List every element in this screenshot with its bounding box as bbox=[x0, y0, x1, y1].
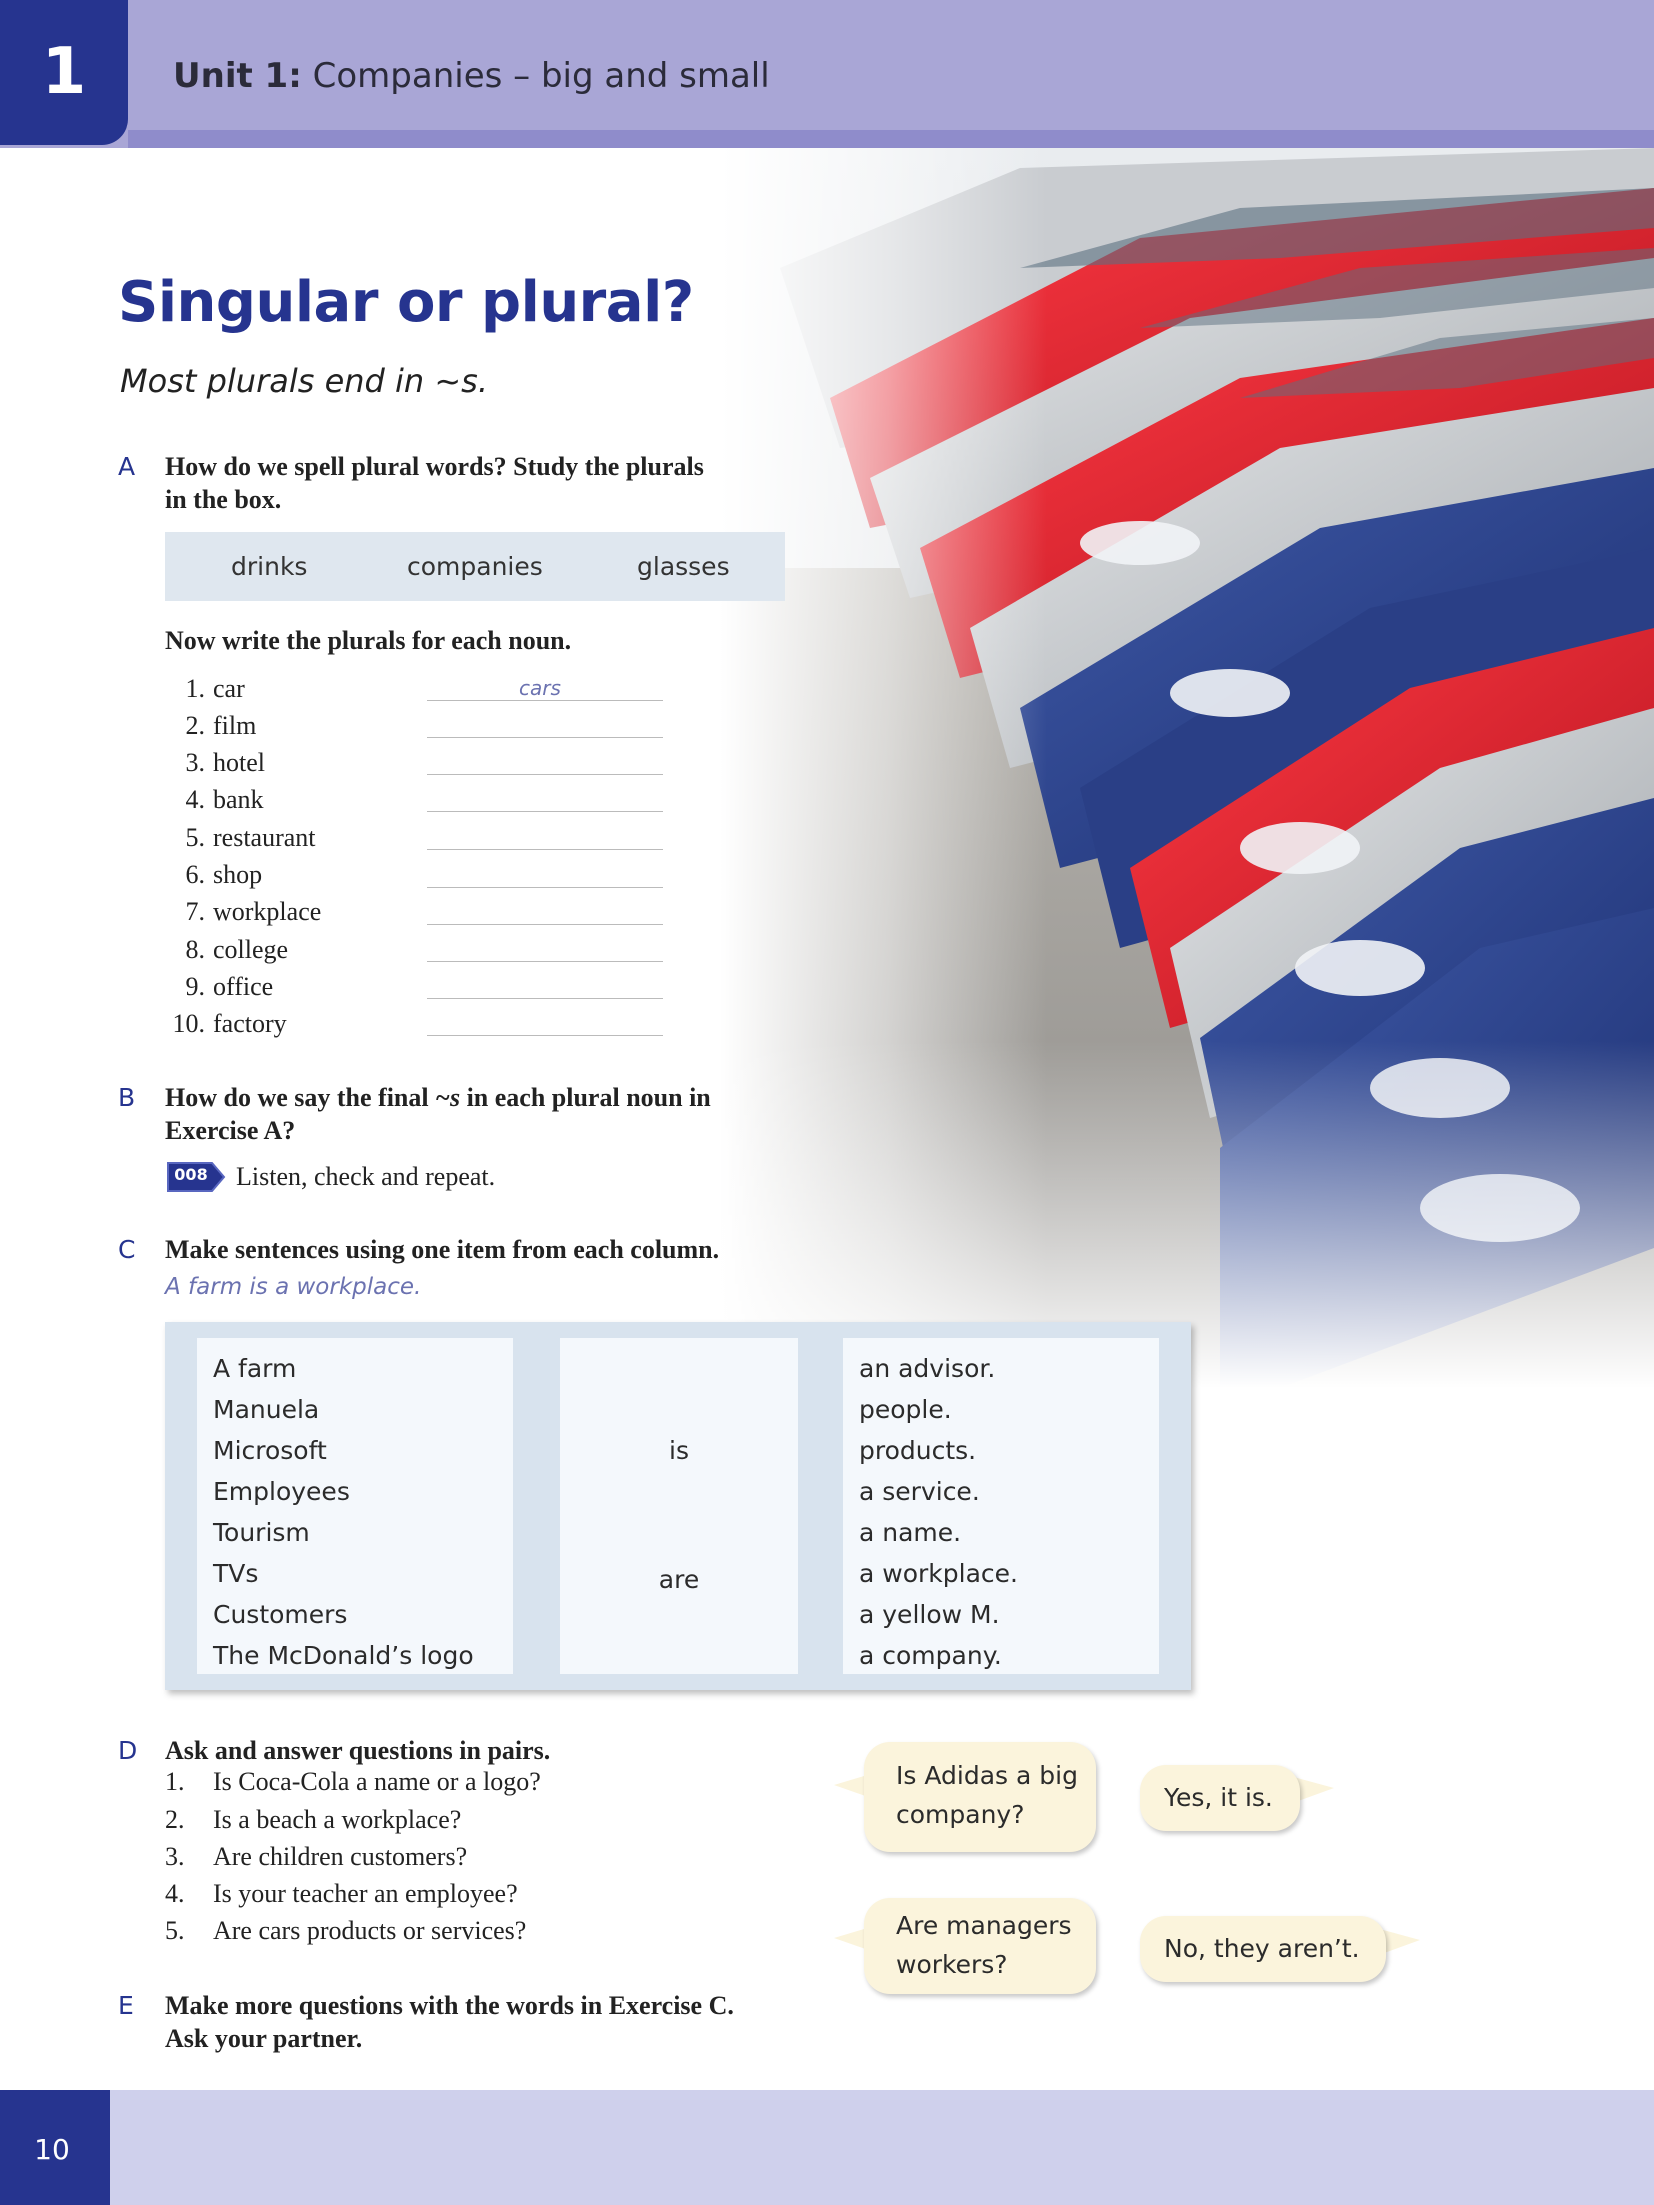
unit-label: Unit 1: bbox=[173, 56, 302, 96]
answer-line[interactable] bbox=[427, 923, 663, 925]
speech-bubble-question-2 bbox=[864, 1898, 1096, 1994]
bubble-text: Yes, it is. bbox=[1164, 1783, 1273, 1812]
unit-number-tab bbox=[0, 0, 128, 145]
exercise-a-instruction-line2: in the box. bbox=[165, 485, 282, 514]
answer-line[interactable] bbox=[427, 773, 663, 775]
noun-word: workplace bbox=[213, 897, 322, 926]
noun-word: car bbox=[213, 674, 245, 703]
exercise-e-instruction-line1: Make more questions with the words in Exercise C. bbox=[165, 1991, 734, 2020]
column-item: products. bbox=[859, 1436, 977, 1465]
unit-title bbox=[173, 56, 770, 96]
column-item: are bbox=[658, 1565, 700, 1594]
question-text: Are children customers? bbox=[213, 1842, 468, 1871]
box-word: companies bbox=[407, 552, 543, 581]
noun-word: office bbox=[213, 972, 274, 1001]
exercise-a-instruction-line1: How do we spell plural words? Study the plurals bbox=[165, 452, 704, 481]
noun-word: factory bbox=[213, 1009, 287, 1038]
answer-line[interactable] bbox=[427, 886, 663, 888]
exercise-b-instruction-line1 bbox=[165, 1081, 711, 1114]
page-subtitle: Most plurals end in ~s. bbox=[120, 362, 489, 400]
question-number: 3. bbox=[165, 1842, 185, 1871]
complement-column bbox=[843, 1338, 1159, 1674]
noun-word: college bbox=[213, 935, 289, 964]
question-number: 2. bbox=[165, 1805, 185, 1834]
answer-line[interactable] bbox=[427, 810, 663, 812]
speech-bubble-answer-1 bbox=[1140, 1765, 1300, 1831]
bubble-text: Are managers bbox=[896, 1911, 1072, 1940]
noun-number: 10. bbox=[172, 1009, 205, 1038]
answer-line[interactable] bbox=[427, 736, 663, 738]
speech-bubble-question-1 bbox=[864, 1742, 1096, 1852]
exercise-a-instruction2: Now write the plurals for each noun. bbox=[165, 626, 572, 655]
column-item: a yellow M. bbox=[859, 1600, 1000, 1629]
column-item: is bbox=[669, 1436, 689, 1465]
question-number: 1. bbox=[165, 1767, 185, 1796]
exercise-e-instruction-line2: Ask your partner. bbox=[165, 2024, 363, 2053]
example-answer: cars bbox=[519, 676, 561, 700]
unit-title-text: Companies – big and small bbox=[312, 56, 770, 96]
bubble-text: Is Adidas a big bbox=[896, 1761, 1078, 1790]
question-text: Is a beach a workplace? bbox=[213, 1805, 462, 1834]
box-word: drinks bbox=[231, 552, 308, 581]
bubble-text: workers? bbox=[896, 1950, 1008, 1979]
subject-column bbox=[197, 1338, 513, 1674]
answer-line[interactable] bbox=[427, 1034, 663, 1036]
audio-track-number: 008 bbox=[174, 1165, 208, 1184]
noun-word: restaurant bbox=[213, 823, 316, 852]
noun-word: shop bbox=[213, 860, 263, 889]
noun-number: 3. bbox=[185, 748, 205, 777]
answer-line[interactable] bbox=[427, 848, 663, 850]
box-word: glasses bbox=[637, 552, 730, 581]
column-item: a service. bbox=[859, 1477, 980, 1506]
exercise-e-letter: E bbox=[118, 1991, 134, 2020]
exercise-b-letter: B bbox=[118, 1083, 136, 1112]
plural-example-box bbox=[165, 532, 785, 601]
page-number: 10 bbox=[34, 2133, 70, 2166]
column-item: Tourism bbox=[213, 1518, 310, 1547]
instruction-text: in each plural noun in bbox=[460, 1083, 711, 1112]
bubble-text: No, they aren’t. bbox=[1164, 1934, 1360, 1963]
noun-word: hotel bbox=[213, 748, 265, 777]
exercise-d-letter: D bbox=[118, 1736, 138, 1765]
question-number: 5. bbox=[165, 1916, 185, 1945]
bubble-text: company? bbox=[896, 1800, 1025, 1829]
column-item: people. bbox=[859, 1395, 952, 1424]
page-title: Singular or plural? bbox=[118, 270, 694, 335]
column-item: Customers bbox=[213, 1600, 348, 1629]
column-item: Employees bbox=[213, 1477, 350, 1506]
question-text: Is your teacher an employee? bbox=[213, 1879, 518, 1908]
column-item: Microsoft bbox=[213, 1436, 327, 1465]
noun-number: 4. bbox=[185, 785, 205, 814]
exercise-c-instruction: Make sentences using one item from each column. bbox=[165, 1235, 720, 1264]
speech-bubble-answer-2 bbox=[1140, 1916, 1386, 1982]
instruction-text: How do we say the final bbox=[165, 1083, 436, 1112]
verb-column bbox=[560, 1338, 798, 1674]
column-item: A farm bbox=[213, 1354, 297, 1383]
noun-number: 5. bbox=[185, 823, 205, 852]
noun-number: 2. bbox=[185, 711, 205, 740]
noun-word: film bbox=[213, 711, 257, 740]
column-item: a workplace. bbox=[859, 1559, 1018, 1588]
exercise-a-letter: A bbox=[118, 452, 136, 481]
exercise-d-instruction: Ask and answer questions in pairs. bbox=[165, 1736, 551, 1765]
column-item: Manuela bbox=[213, 1395, 320, 1424]
noun-number: 9. bbox=[185, 972, 205, 1001]
example-sentence: A farm is a workplace. bbox=[165, 1274, 422, 1300]
column-item: TVs bbox=[213, 1559, 259, 1588]
unit-number: 1 bbox=[41, 35, 87, 109]
noun-number: 1. bbox=[185, 674, 205, 703]
answer-line[interactable] bbox=[427, 960, 663, 962]
noun-word: bank bbox=[213, 785, 264, 814]
audio-instruction: Listen, check and repeat. bbox=[236, 1162, 496, 1191]
column-item: a name. bbox=[859, 1518, 962, 1547]
cars-photo bbox=[720, 148, 1654, 1388]
exercise-c-letter: C bbox=[118, 1235, 136, 1264]
exercise-b-instruction-line2: Exercise A? bbox=[165, 1116, 296, 1145]
noun-number: 7. bbox=[185, 897, 205, 926]
instruction-italic: ~s bbox=[435, 1083, 461, 1112]
noun-number: 8. bbox=[185, 935, 205, 964]
column-item: a company. bbox=[859, 1641, 1002, 1670]
sentence-column-table bbox=[165, 1322, 1191, 1690]
question-text: Are cars products or services? bbox=[213, 1916, 527, 1945]
column-item: The McDonald’s logo bbox=[213, 1641, 474, 1670]
noun-number: 6. bbox=[185, 860, 205, 889]
question-text: Is Coca-Cola a name or a logo? bbox=[213, 1767, 541, 1796]
column-item: an advisor. bbox=[859, 1354, 996, 1383]
answer-line[interactable] bbox=[427, 997, 663, 999]
question-number: 4. bbox=[165, 1879, 185, 1908]
footer-bar bbox=[0, 2090, 1654, 2205]
